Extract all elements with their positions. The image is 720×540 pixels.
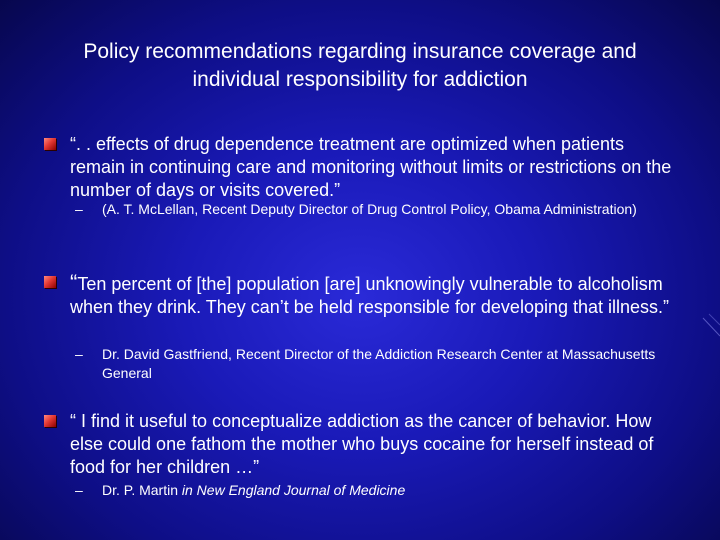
bullet-text: Ten percent of [the] population [are] unknowingly vulnerable to alcoholism when they drink. They can’t be held responsible for developing that illness.” bbox=[70, 274, 670, 317]
slide-title-line-1: Policy recommendations regarding insurance coverage and bbox=[83, 40, 637, 63]
attribution-source: in New England Journal of Medicine bbox=[181, 482, 406, 498]
dash-marker: – bbox=[75, 346, 83, 362]
bullet-gastfriend-quote bbox=[70, 271, 682, 319]
open-quote-mark: “ bbox=[70, 270, 78, 295]
bullet-square-icon bbox=[44, 138, 56, 150]
dash-marker: – bbox=[75, 201, 83, 217]
sub-bullet-martin-attribution bbox=[75, 481, 662, 500]
bullet-mclellan-quote bbox=[70, 133, 682, 202]
slide-title-line-2: individual responsibility for addiction bbox=[192, 68, 528, 91]
attribution-author: Dr. P. Martin bbox=[102, 482, 182, 498]
bullet-square-icon bbox=[44, 415, 56, 427]
attribution-text: (A. T. McLellan, Recent Deputy Director of Drug Control Policy, Obama Administration) bbox=[102, 201, 637, 217]
bullet-martin-quote bbox=[70, 410, 682, 479]
slide-title bbox=[20, 38, 700, 94]
sub-bullet-mclellan-attribution bbox=[75, 200, 662, 219]
dash-marker: – bbox=[75, 482, 83, 498]
bullet-square-icon bbox=[44, 276, 56, 288]
bullet-text: “. . effects of drug dependence treatment are optimized when patients remain in continuing care and monitoring without limits or restrictions on the number of days or visits covered.” bbox=[70, 134, 672, 200]
attribution-text: Dr. David Gastfriend, Recent Director of the Addiction Research Center at Massachusetts General bbox=[102, 346, 656, 381]
sub-bullet-gastfriend-attribution bbox=[75, 345, 662, 383]
bullet-text: “ I find it useful to conceptualize addiction as the cancer of behavior. How else could one fathom the mother who buys cocaine for herself instead of food for her children …” bbox=[70, 411, 654, 477]
